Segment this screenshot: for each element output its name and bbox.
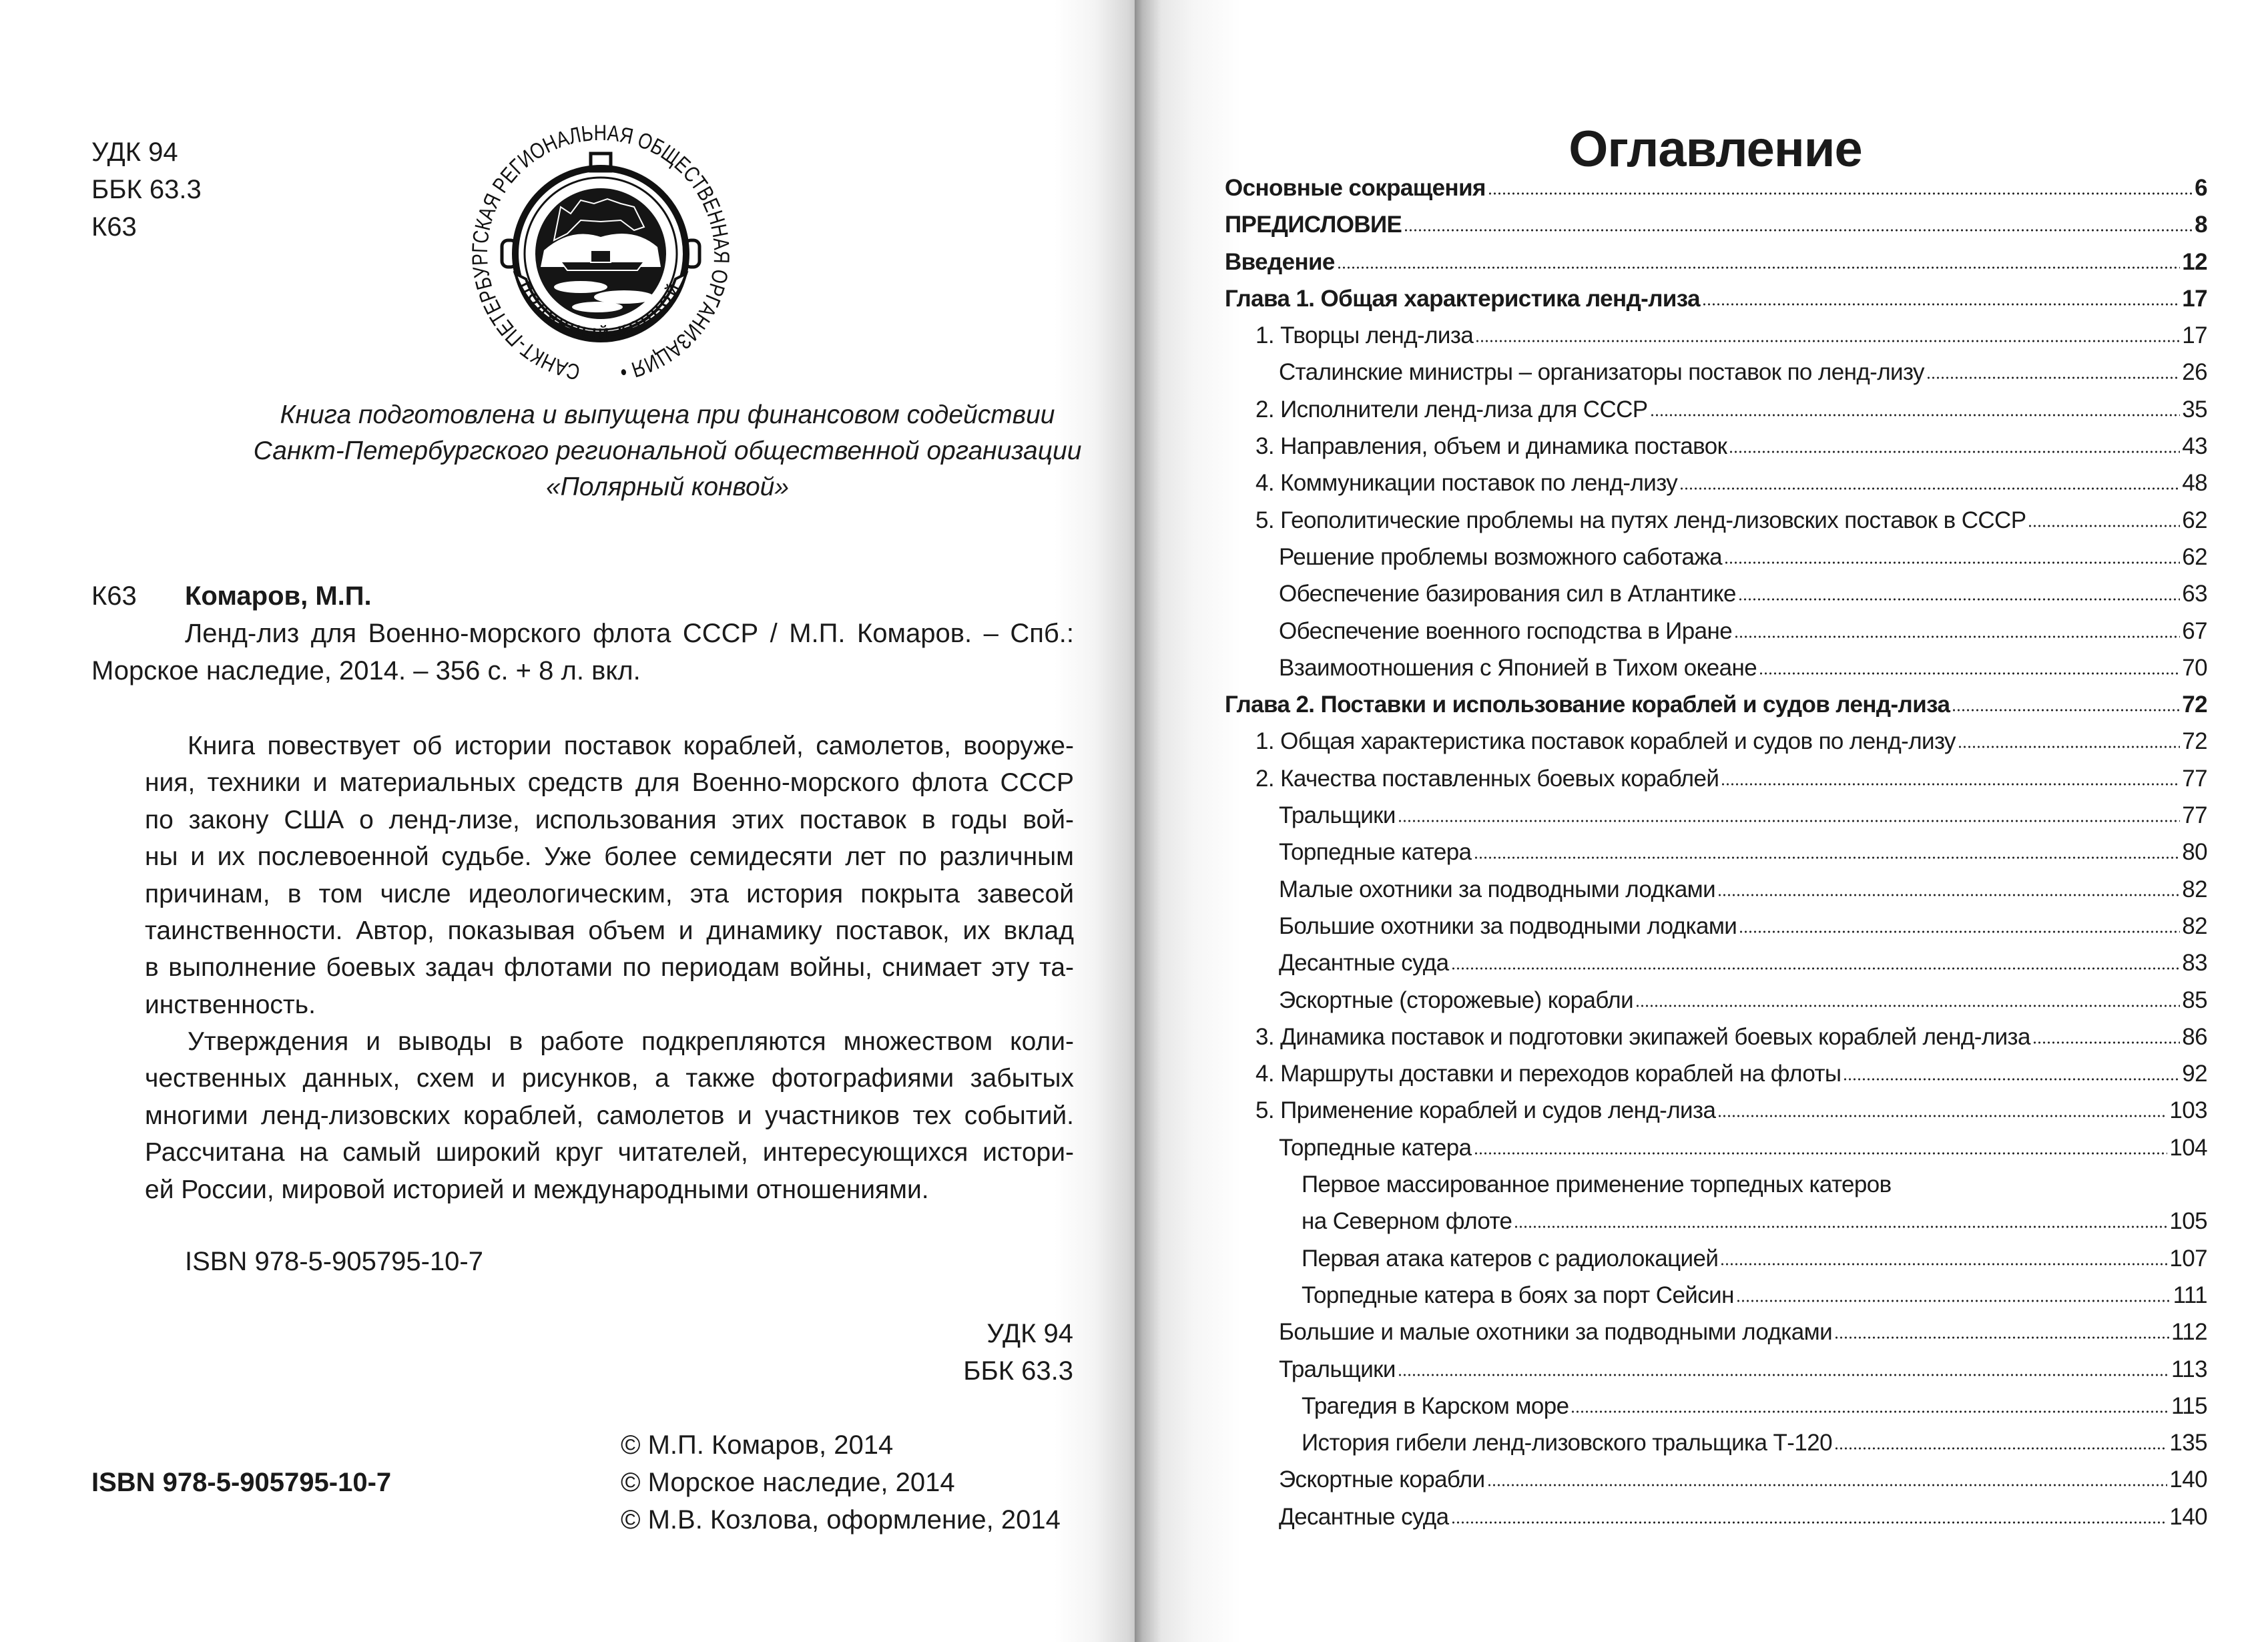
isbn-bold: ISBN 978-5-905795-10-7 [91, 1468, 392, 1497]
dot-leader [1720, 1262, 2167, 1266]
toc-entry-page: 104 [2169, 1134, 2207, 1161]
toc-entry[interactable] [1225, 470, 2207, 507]
annotation-line: ей России, мировой историей и международными отношениями. [145, 1175, 929, 1204]
toc-entry[interactable] [1225, 286, 2207, 322]
toc-entry-title: 4. Маршруты доставки и переходов кораблей на флоты [1255, 1061, 1841, 1087]
toc-entry[interactable] [1225, 1504, 2207, 1541]
toc-entry-page: 86 [2182, 1023, 2207, 1050]
dot-leader [1488, 192, 2193, 196]
toc-entry[interactable] [1225, 1246, 2207, 1282]
toc-entry-title: Обеспечение базирования сил в Атлантике [1279, 581, 1736, 607]
author-mark: К63 [91, 212, 137, 242]
dot-leader [1729, 450, 2180, 454]
dot-leader [1724, 561, 2180, 565]
sponsor-note-line: Санкт-Петербургского региональной общественной организации [253, 437, 1082, 465]
toc-entry-title: Обеспечение военного господства в Иране [1279, 617, 1733, 644]
toc-entry[interactable] [1225, 544, 2207, 581]
dot-leader [1451, 1521, 2168, 1525]
toc-entry-page: 112 [2171, 1319, 2207, 1346]
annotation-line: причинам, в том числе идеологическим, эта история покрыта завесой [145, 879, 1074, 908]
dot-leader [1650, 413, 2181, 417]
toc-entry-page: 135 [2169, 1430, 2207, 1456]
toc-entry-title: 4. Коммуникации поставок по ленд-лизу [1255, 470, 1678, 497]
toc-entry-page: 111 [2173, 1282, 2207, 1308]
toc-entry-title: 3. Динамика поставок и подготовки экипажей боевых кораблей ленд-лиза [1255, 1023, 2030, 1050]
dot-leader [1571, 1410, 2169, 1414]
annotation-line: инственность. [145, 990, 316, 1019]
toc-entry[interactable] [1225, 322, 2207, 359]
toc-entry[interactable] [1225, 433, 2207, 470]
dot-leader [1635, 1004, 2180, 1008]
toc-entry-title: Первое массированное применение торпедных катеров [1302, 1171, 1892, 1198]
toc-entry-title: Взаимоотношения с Японией в Тихом океане [1279, 654, 1757, 681]
annotation-line: ны и их послевоенной судьбе. Уже более семидесяти лет по различным [145, 842, 1074, 872]
toc-entry-page: 83 [2182, 950, 2207, 977]
toc-entry-title: Глава 1. Общая характеристика ленд-лиза [1225, 285, 1700, 312]
toc-entry[interactable] [1225, 987, 2207, 1024]
toc-entry[interactable] [1225, 766, 2207, 802]
toc-entry-title: Решение проблемы возможного саботажа [1279, 543, 1723, 570]
toc-entry-page: 63 [2182, 581, 2207, 607]
annotation-paragraph-1 [145, 728, 1074, 1023]
annotation-line: в выполнение боевых задач флотами по периодам войны, снимает эту та- [145, 953, 1074, 983]
toc-entry-title: Тральщики [1279, 802, 1396, 829]
bbk-code: ББК 63.3 [91, 175, 202, 204]
toc-entry-title: ПРЕДИСЛОВИЕ [1225, 212, 1402, 238]
toc-entry-title: Десантные суда [1279, 1503, 1449, 1530]
toc-entry-title: Глава 2. Поставки и использование кораблей и судов ленд-лиза [1225, 692, 1950, 718]
dot-leader [1404, 228, 2193, 232]
toc-entry[interactable] [1225, 1024, 2207, 1061]
toc-entry[interactable] [1225, 876, 2207, 913]
dot-leader [1398, 819, 2180, 823]
toc-entry[interactable] [1225, 1466, 2207, 1503]
copyright-block [621, 1426, 1061, 1539]
toc-entry[interactable] [1225, 1061, 2207, 1097]
annotation-line: таинственности. Автор, показывая объем и динамику поставок, их вклад [145, 916, 1074, 945]
dot-leader [1398, 1373, 2169, 1377]
copyright-line: © М.В. Козлова, оформление, 2014 [621, 1505, 1061, 1535]
dot-leader [1834, 1446, 2167, 1450]
toc-entry-title: Большие и малые охотники за подводными лодками [1279, 1319, 1833, 1346]
catalog-code: К63 [91, 581, 137, 611]
toc-entry[interactable] [1225, 1356, 2207, 1393]
dot-leader [1739, 930, 2180, 934]
toc-entry-title: 2. Исполнители ленд-лиза для СССР [1255, 396, 1648, 423]
toc-entry-page: 70 [2182, 654, 2207, 681]
dot-leader [1759, 671, 2180, 675]
toc-entry-title: Торпедные катера [1279, 1134, 1472, 1161]
bbk-code: ББК 63.3 [963, 1356, 1073, 1386]
dot-leader [1721, 782, 2180, 786]
dot-leader [1474, 856, 2181, 860]
toc-entry[interactable] [1225, 655, 2207, 692]
toc-entry-page: 62 [2182, 507, 2207, 533]
annotation-line: чественных данных, схем и рисунков, а также фотографиями забытых [145, 1064, 1074, 1093]
toc-entry-title: 5. Геополитические проблемы на путях ленд-лизовских поставок в СССР [1255, 507, 2026, 533]
toc-entry[interactable] [1225, 1097, 2207, 1134]
annotation-line: Книга повествует об истории поставок кораблей, самолетов, вооруже- [188, 732, 1074, 760]
toc-entry[interactable] [1225, 839, 2207, 876]
dot-leader [1451, 967, 2181, 971]
catalog-author: Комаров, М.П. [185, 581, 372, 611]
toc-entry-title: на Северном флоте [1302, 1208, 1512, 1235]
dot-leader [1474, 1151, 2168, 1155]
toc-entry-page: 140 [2169, 1503, 2207, 1530]
toc-entry[interactable] [1225, 359, 2207, 396]
toc-entry-page: 105 [2169, 1208, 2207, 1235]
toc-entry[interactable] [1225, 212, 2207, 248]
dot-leader [1834, 1336, 2169, 1340]
toc-entry-page: 77 [2182, 802, 2207, 829]
toc-entry-page: 26 [2182, 359, 2207, 386]
toc-entry-title: Введение [1225, 248, 1335, 275]
toc-entry-page: 92 [2182, 1061, 2207, 1087]
copyright-line: © Морское наследие, 2014 [621, 1468, 955, 1497]
toc-entry[interactable] [1225, 692, 2207, 728]
toc-entry[interactable] [1225, 618, 2207, 655]
table-of-contents [1225, 175, 2207, 1541]
dot-leader [2032, 1041, 2180, 1045]
toc-entry-page: 62 [2182, 543, 2207, 570]
toc-entry-title: Торпедные катера [1279, 839, 1472, 866]
annotation-line: Рассчитана на самый широкий круг читателей, интересующихся истори- [145, 1138, 1074, 1167]
sponsor-note-line: Книга подготовлена и выпущена при финансовом содействии [280, 400, 1055, 429]
toc-entry-page: 140 [2169, 1466, 2207, 1493]
toc-entry[interactable] [1225, 802, 2207, 839]
toc-entry-title: Большие охотники за подводными лодками [1279, 912, 1737, 939]
toc-entry-page: 85 [2182, 987, 2207, 1013]
toc-entry-title: 2. Качества поставленных боевых кораблей [1255, 765, 1719, 792]
dot-leader [1736, 1299, 2171, 1303]
toc-entry[interactable] [1225, 728, 2207, 765]
toc-entry-title: Тральщики [1279, 1356, 1396, 1382]
toc-entry-page: 17 [2182, 322, 2207, 349]
toc-entry-title: 5. Применение кораблей и судов ленд-лиза [1255, 1097, 1716, 1124]
toc-entry[interactable] [1225, 1208, 2207, 1245]
toc-entry-title: Эскортные корабли [1279, 1466, 1485, 1493]
dot-leader [1514, 1225, 2167, 1229]
toc-entry-title: 3. Направления, объем и динамика поставок [1255, 433, 1727, 460]
dot-leader [1734, 635, 2180, 639]
toc-entry-title: Десантные суда [1279, 950, 1449, 977]
toc-entry-page: 82 [2182, 912, 2207, 939]
isbn-inline: ISBN 978-5-905795-10-7 [185, 1247, 483, 1276]
polar-convoy-seal-logo [454, 107, 748, 400]
toc-entry[interactable] [1225, 1319, 2207, 1356]
toc-title: Оглавление [1569, 121, 1862, 178]
sponsor-note-line: «Полярный конвой» [545, 473, 790, 501]
dot-leader [1958, 745, 2180, 749]
toc-entry[interactable] [1225, 507, 2207, 544]
sponsor-note [214, 397, 1121, 505]
toc-entry-page: 48 [2182, 470, 2207, 497]
toc-entry-page: 67 [2182, 617, 2207, 644]
toc-entry-page: 8 [2195, 212, 2207, 238]
toc-entry[interactable] [1225, 249, 2207, 286]
dot-leader [1702, 302, 2180, 306]
toc-entry-title: 1. Творцы ленд-лиза [1255, 322, 1474, 349]
toc-entry-page: 35 [2182, 396, 2207, 423]
toc-entry[interactable] [1225, 1282, 2207, 1319]
udk-block-bottom [963, 1315, 1073, 1390]
toc-entry-title: Основные сокращения [1225, 175, 1486, 201]
toc-entry-page: 6 [2195, 175, 2207, 201]
toc-entry-page: 72 [2182, 728, 2207, 755]
toc-entry-title: Первая атака катеров с радиолокацией [1302, 1245, 1719, 1272]
toc-entry-page: 77 [2182, 765, 2207, 792]
toc-entry-page: 107 [2169, 1245, 2207, 1272]
toc-entry-title: Эскортные (сторожевые) корабли [1279, 987, 1634, 1013]
toc-entry[interactable] [1225, 1171, 2207, 1208]
dot-leader [1679, 487, 2180, 491]
annotation-line: Утверждения и выводы в работе подкрепляются множеством коли- [188, 1027, 1074, 1056]
dot-leader [1717, 893, 2180, 897]
toc-entry-title: История гибели ленд-лизовского тральщика Т-120 [1302, 1430, 1832, 1456]
dot-leader [1926, 376, 2180, 380]
toc-entry-title: Трагедия в Карском море [1302, 1392, 1569, 1419]
toc-entry-title: 1. Общая характеристика поставок кораблей и судов по ленд-лизу [1255, 728, 1956, 755]
toc-entry-page: 80 [2182, 839, 2207, 866]
dot-leader [1738, 597, 2180, 601]
catalog-title-line: Ленд-лиз для Военно-морского флота СССР / М.П. Комаров. – Спб.: [185, 619, 1074, 648]
copyright-line: © М.П. Комаров, 2014 [621, 1430, 894, 1460]
toc-entry-title: Торпедные катера в боях за порт Сейсин [1302, 1282, 1734, 1308]
dot-leader [1717, 1114, 2167, 1118]
udk-code: УДК 94 [986, 1319, 1073, 1348]
annotation-line: многими ленд-лизовских кораблей, самолетов и участников тех событий. [145, 1101, 1074, 1130]
toc-entry-title: Сталинские министры – организаторы поставок по ленд-лизу [1279, 359, 1924, 386]
annotation-paragraph-2 [145, 1023, 1074, 1208]
toc-entry-page: 43 [2182, 433, 2207, 460]
dot-leader [1487, 1483, 2168, 1487]
toc-entry[interactable] [1225, 950, 2207, 987]
toc-entry[interactable] [1225, 175, 2207, 212]
udk-block-top [91, 133, 202, 246]
dot-leader [2028, 524, 2180, 528]
toc-entry[interactable] [1225, 1393, 2207, 1430]
toc-entry[interactable] [1225, 581, 2207, 617]
seal-banner-text: ПОЛЯРНЫЙ КОНВОЙ [517, 278, 685, 342]
dot-leader [1475, 339, 2180, 343]
catalog-publisher-line: Морское наследие, 2014. – 356 с. + 8 л. вкл. [91, 656, 641, 686]
udk-code: УДК 94 [91, 138, 178, 167]
toc-entry-page: 82 [2182, 876, 2207, 902]
toc-entry-page: 113 [2171, 1356, 2207, 1382]
toc-entry-title: Малые охотники за подводными лодками [1279, 876, 1716, 902]
toc-entry[interactable] [1225, 1135, 2207, 1171]
toc-entry-page: 72 [2182, 692, 2207, 718]
annotation-line: по закону США о ленд-лизе, использования этих поставок в годы вой- [145, 805, 1074, 834]
toc-entry[interactable] [1225, 913, 2207, 950]
annotation-line: ния, техники и материальных средств для Военно-морского флота СССР [145, 768, 1074, 798]
seal-ring-text: САНКТ-ПЕТЕРБУРГСКАЯ РЕГИОНАЛЬНАЯ ОБЩЕСТВЕННАЯ ОРГАНИЗАЦИЯ • [467, 119, 735, 386]
toc-entry-page: 103 [2169, 1097, 2207, 1124]
dot-leader [1337, 266, 2180, 270]
toc-entry[interactable] [1225, 396, 2207, 433]
toc-entry[interactable] [1225, 1430, 2207, 1466]
toc-entry-page: 17 [2182, 285, 2207, 312]
dot-leader [1952, 708, 2180, 712]
dot-leader [1843, 1077, 2180, 1081]
toc-entry-page: 115 [2171, 1392, 2207, 1419]
toc-entry-page: 12 [2182, 248, 2207, 275]
